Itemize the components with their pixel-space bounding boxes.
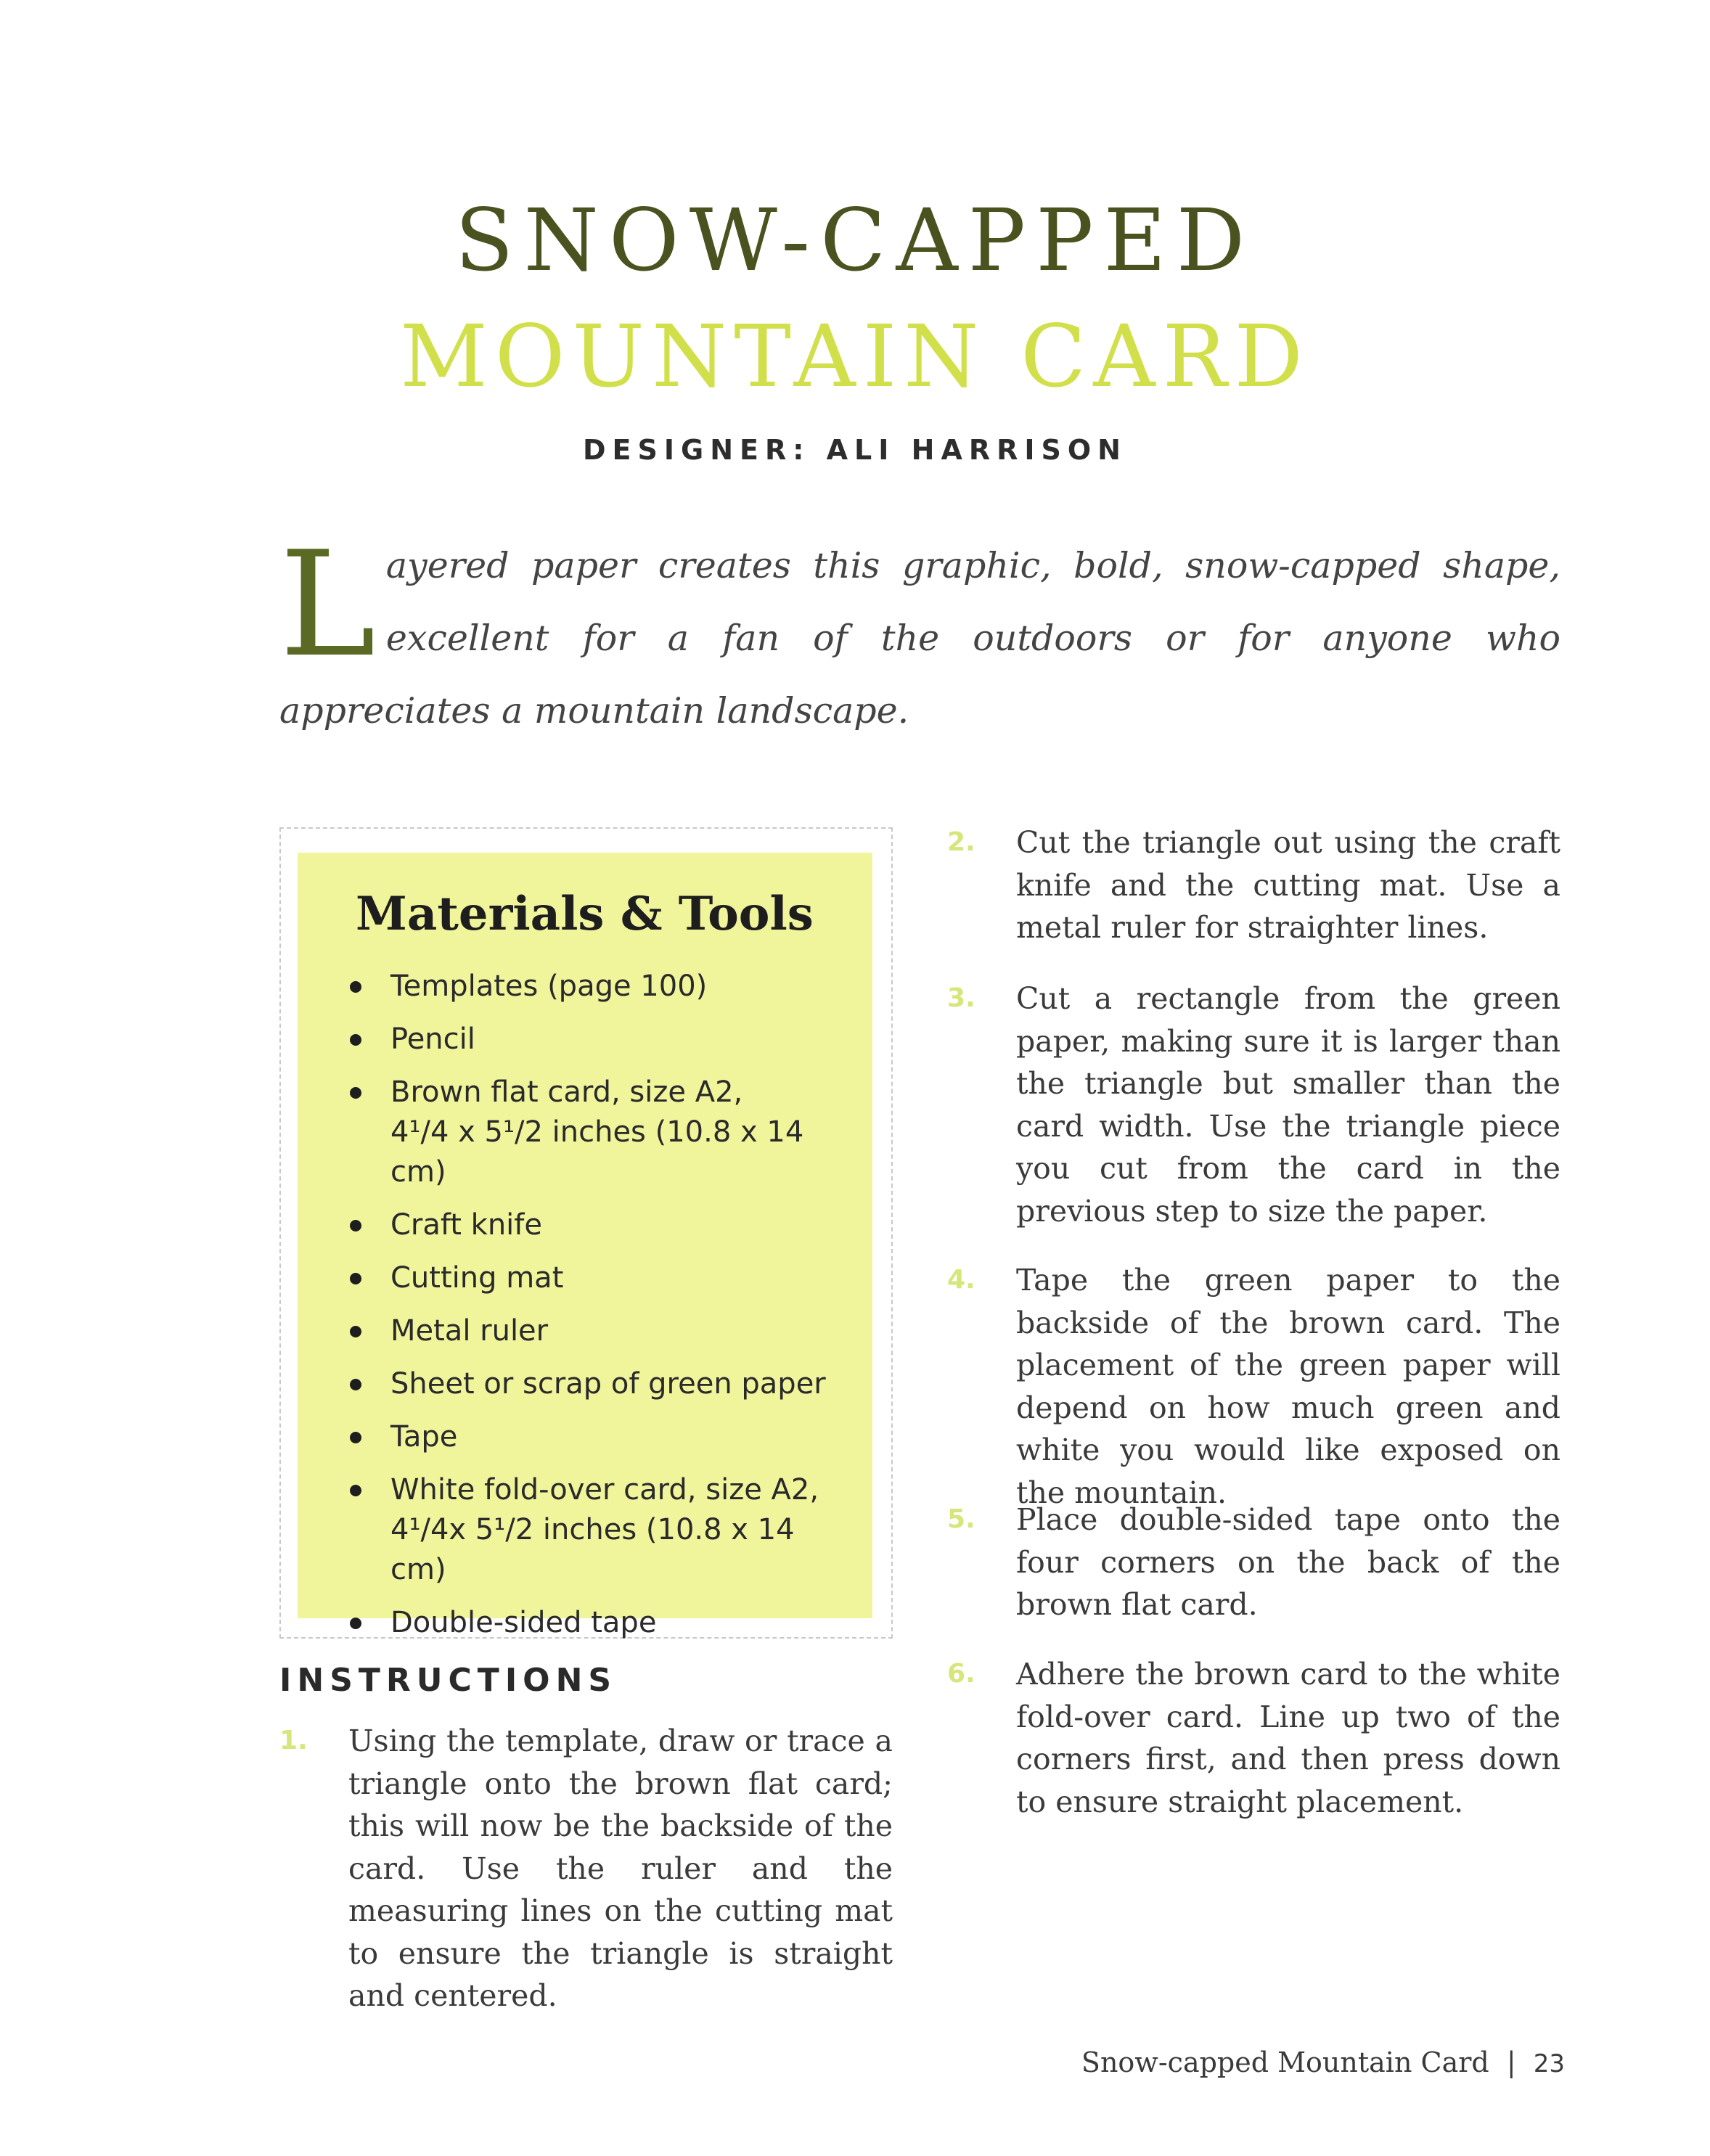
bullet-icon: [350, 981, 361, 993]
step-text: Adhere the brown card to the white fold-over card. Line up two of the corners first, and then press down to ensure straight placement.: [1016, 1657, 1560, 1819]
instruction-step-2: [947, 821, 1560, 959]
instruction-step-4: [947, 1259, 1560, 1510]
step-text: Using the template, draw or trace a triangle onto the brown flat card; this will now be the backside of the card. Use the ruler and the measuring lines on the cutting mat to ensure the triangle is straight and centered.: [348, 1723, 893, 2013]
step-text: Cut a rectangle from the green paper, making sure it is larger than the triangle but smaller than the card width. Use the triangle piece you cut from the card in the previous step to size the paper.: [1016, 981, 1560, 1229]
designer-credit: DESIGNER: ALI HARRISON: [583, 434, 1127, 466]
page-number: 23: [1533, 2049, 1565, 2078]
list-item: Craft knife: [348, 1205, 856, 1245]
bullet-icon: [350, 1220, 361, 1231]
intro-text: ayered paper creates this graphic, bold, snow-capped shape, excellent for a fan of the outdoors or for anyone who appreciates a mountain landscape.: [279, 545, 1560, 731]
materials-list: [348, 967, 856, 1656]
drop-cap: L: [279, 520, 376, 689]
step-text: Cut the triangle out using the craft knife and the cutting mat. Use a metal ruler for straighter lines.: [1016, 825, 1560, 945]
step-number: 5.: [947, 1504, 975, 1534]
intro-paragraph: [279, 520, 1560, 747]
step-number: 4.: [947, 1265, 975, 1295]
step-number: 3.: [947, 983, 975, 1013]
title-line-1: SNOW-CAPPED: [454, 190, 1256, 290]
instructions-heading: INSTRUCTIONS: [279, 1662, 618, 1699]
instruction-step-5: [947, 1499, 1560, 1629]
step-number: 6.: [947, 1659, 975, 1689]
instruction-step-1: [279, 1720, 893, 2013]
bullet-icon: [350, 1034, 361, 1046]
bullet-icon: [350, 1618, 361, 1629]
step-text: Tape the green paper to the backside of the brown card. The placement of the green paper will depend on how much green and white you would like exposed on the mountain.: [1016, 1263, 1560, 1510]
list-item: Templates (page 100): [348, 967, 856, 1007]
bullet-icon: [350, 1273, 361, 1284]
list-item: Sheet or scrap of green paper: [348, 1364, 856, 1404]
instruction-step-6: [947, 1653, 1560, 1827]
step-text: Place double-sided tape onto the four corners on the back of the brown flat card.: [1016, 1502, 1560, 1622]
title-line-2: MOUNTAIN CARD: [399, 306, 1311, 406]
step-number: 1.: [279, 1726, 308, 1755]
running-title: Snow-capped Mountain Card: [1081, 2046, 1489, 2078]
bullet-icon: [350, 1432, 361, 1443]
list-item: Double-sided tape: [348, 1603, 856, 1643]
list-item: Pencil: [348, 1020, 856, 1059]
materials-title: Materials & Tools: [356, 887, 814, 941]
bullet-icon: [350, 1326, 361, 1337]
list-item: Metal ruler: [348, 1311, 856, 1351]
list-item: Tape: [348, 1417, 856, 1457]
bullet-icon: [350, 1087, 361, 1099]
step-number: 2.: [947, 827, 975, 857]
instruction-step-3: [947, 977, 1560, 1239]
footer-separator: |: [1506, 2046, 1516, 2078]
page-footer: [1081, 2046, 1565, 2078]
list-item: Cutting mat: [348, 1258, 856, 1298]
list-item: Brown flat card, size A2, 4¹/4 x 5¹/2 inches (10.8 x 14 cm): [348, 1073, 856, 1192]
bullet-icon: [350, 1485, 361, 1496]
bullet-icon: [350, 1379, 361, 1390]
list-item: White fold-over card, size A2, 4¹/4x 5¹/2 inches (10.8 x 14 cm): [348, 1470, 856, 1590]
